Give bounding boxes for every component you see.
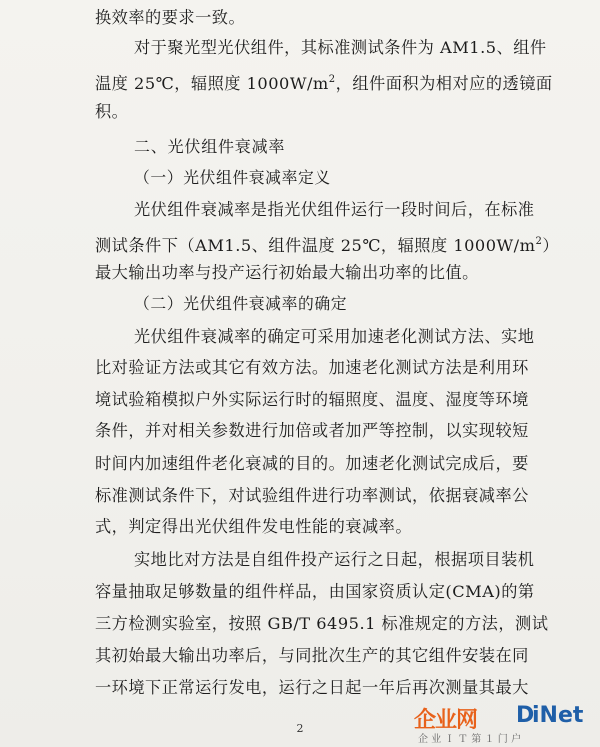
- subsection-heading: （一）光伏组件衰减率定义: [134, 168, 331, 187]
- text-span: 测试条件下（AM1.5、组件温度 25℃，辐照度 1000W/m: [95, 236, 536, 255]
- text-line: 光伏组件衰减率是指光伏组件运行一段时间后，在标准: [134, 200, 535, 219]
- text-span: 辐照度 1000W/m: [190, 74, 329, 93]
- text-line: 标准测试条件下，对试验组件进行功率测试，依据衰减率公: [95, 486, 529, 505]
- text-line: 对于聚光型光伏组件，其标准测试条件为 AM1.5、组件: [134, 38, 547, 57]
- text-span: 温度 25℃，: [95, 74, 191, 93]
- watermark-net-text: iNet: [532, 703, 584, 728]
- watermark-cn-text: 企业网: [414, 708, 478, 733]
- text-line: [95, 232, 559, 256]
- text-line: 式，判定得出光伏组件发电性能的衰减率。: [95, 517, 413, 536]
- section-heading: 二、光伏组件衰减率: [134, 137, 286, 156]
- text-line: 其初始最大输出功率后，与同批次生产的其它组件安装在同: [95, 646, 529, 665]
- watermark-d-text: D: [516, 703, 535, 728]
- text-line: 积。: [95, 102, 129, 121]
- superscript: 2: [535, 236, 543, 247]
- page-number: 2: [296, 722, 304, 735]
- text-line: 容量抽取足够数量的组件样品，由国家资质认定(CMA)的第: [95, 582, 535, 601]
- text-line: 实地比对方法是自组件投产运行之日起，根据项目装机: [134, 550, 535, 569]
- text-span: ，组件面积为相对应的透镜面: [335, 74, 553, 93]
- text-line: 最大输出功率与投产运行初始最大输出功率的比值。: [95, 263, 479, 282]
- text-line: [95, 70, 553, 94]
- text-line: 一环境下正常运行发电，运行之日起一年后再次测量其最大: [95, 678, 529, 697]
- text-line: 比对验证方法或其它有效方法。加速老化测试方法是利用环: [95, 358, 529, 377]
- text-line: 换效率的要求一致。: [95, 8, 246, 27]
- watermark-logo: [414, 703, 594, 745]
- superscript: 2: [328, 74, 336, 85]
- text-line: 条件，并对相关参数进行加倍或者加严等控制，以实现较短: [95, 421, 529, 440]
- subsection-heading: （二）光伏组件衰减率的确定: [134, 294, 348, 313]
- text-line: 三方检测实验室，按照 GB/T 6495.1 标准规定的方法，测试: [95, 614, 549, 633]
- text-span: ）: [542, 236, 560, 255]
- text-line: 光伏组件衰减率的确定可采用加速老化测试方法、实地: [134, 327, 535, 346]
- watermark-tagline: 企业ＩＴ第１门户: [418, 734, 525, 745]
- text-line: 境试验箱模拟户外实际运行时的辐照度、温度、湿度等环境: [95, 390, 529, 409]
- text-line: 时间内加速组件老化衰减的目的。加速老化测试完成后，要: [95, 454, 529, 473]
